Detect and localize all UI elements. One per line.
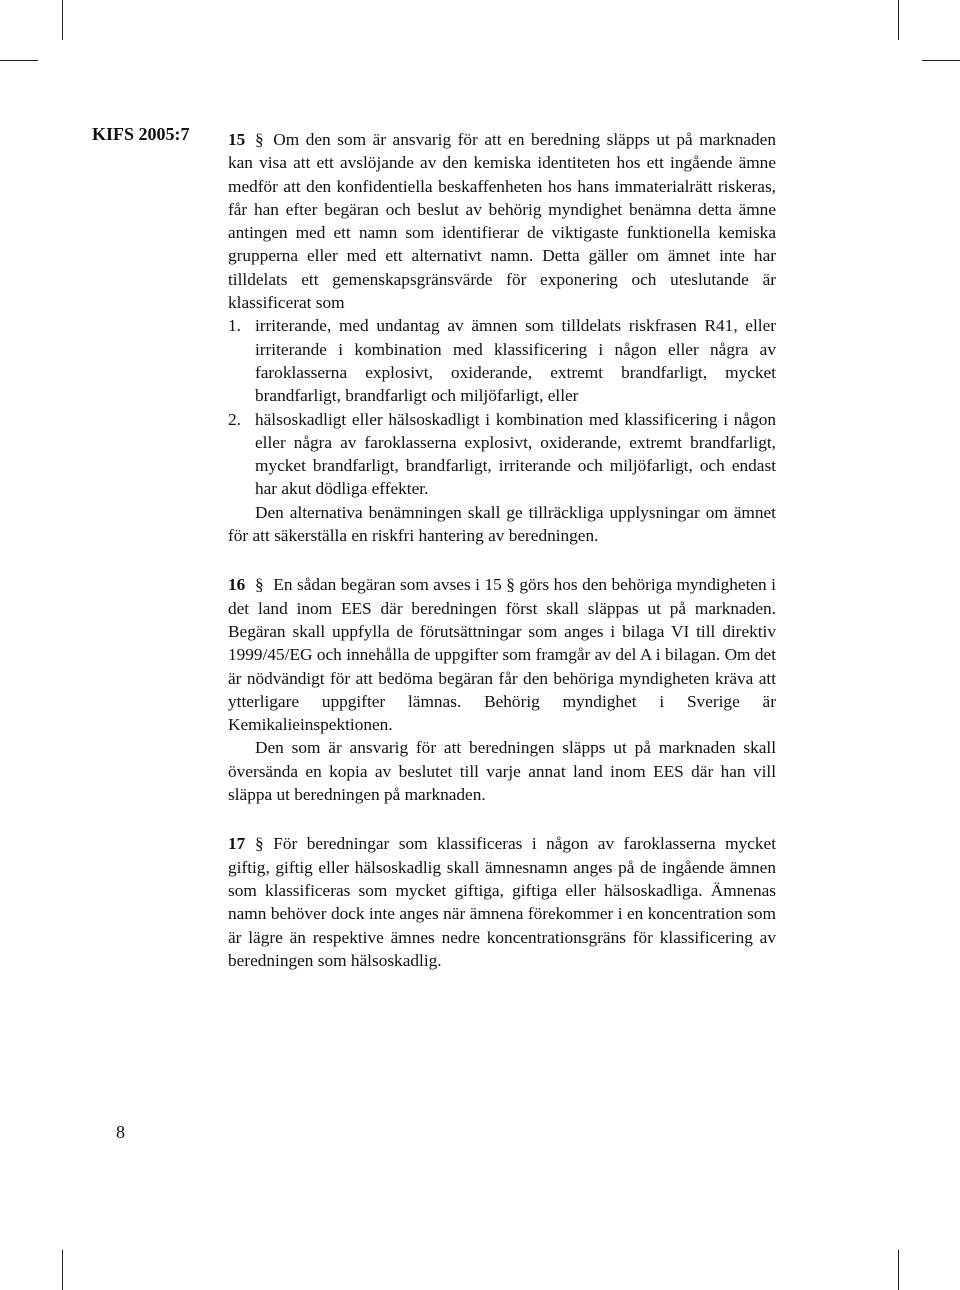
section-16-text: En sådan begäran som avses i 15 § görs hos den behöriga myndigheten i det land inom EES där beredningen först skall släppas ut på marknaden. Begäran skall uppfylla de förutsättningar som anges i bilaga VI till direktiv 1999/45/EG och innehålla de uppgifter som framgår av del A i bilagan. Om det är nödvändigt för att bedöma begäran får den behöriga myndigheten kräva att ytterligare uppgifter lämnas. Behörig myndighet i Sverige är Kemikalieinspektionen. <box>228 575 776 735</box>
list-item-number: 2. <box>228 409 241 429</box>
section-number: 16 <box>228 575 246 595</box>
section-17-paragraph-1 <box>228 832 776 972</box>
crop-mark-bottom-left <box>62 1250 63 1290</box>
section-16-paragraph-2: Den som är ansvarig för att beredningen släpps ut på marknaden skall översända en kopia av beslutet till varje annat land inom EES där han vill släppa ut beredningen på marknaden. <box>228 738 776 805</box>
document-code: KIFS 2005:7 <box>92 124 190 144</box>
section-sign: § <box>254 575 264 595</box>
list-item <box>228 408 776 501</box>
list-item-text: irriterande, med undantag av ämnen som tilldelats riskfrasen R41, eller irriterande i kombination med klassificering i någon eller några av faroklasserna explosivt, oxiderande, extremt brandfarligt, mycket brandfarligt, brandfarligt och miljöfarligt, eller <box>255 316 776 406</box>
spacer <box>228 547 776 573</box>
document-body <box>228 128 776 972</box>
section-15-closing: Den alternativa benämningen skall ge tillräckliga upplysningar om ämnet för att säkerställa en riskfri hantering av beredningen. <box>228 502 776 546</box>
crop-mark-top-left-h <box>0 60 38 61</box>
section-number: 17 <box>228 834 246 854</box>
crop-mark-top-right-h <box>922 60 960 61</box>
list-item-number: 1. <box>228 316 241 336</box>
page-number: 8 <box>116 1122 125 1142</box>
spacer <box>228 806 776 832</box>
crop-mark-top-left <box>62 0 63 40</box>
list-item-text: hälsoskadligt eller hälsoskadligt i kombination med klassificering i någon eller några av faroklasserna explosivt, oxiderande, extremt brandfarligt, mycket brandfarligt, brandfarligt, irriterande och miljöfarligt, och endast har akut dödliga effekter. <box>255 409 776 499</box>
section-sign: § <box>254 130 264 149</box>
section-15-text: Om den som är ansvarig för att en beredning släpps ut på marknaden kan visa att ett avslöjande av den kemiska identiteten hos ett ingående ämne medför att den konfidentiella beskaffenheten hos hans immaterialrätt riskeras, får han efter begäran och beslut av behörig myndighet benämna detta ämne antingen med ett namn som identifierar de viktigaste funktionella kemiska grupperna eller med ett alternativt namn. Detta gäller om ämnet inte har tilldelats ett gemenskapsgränsvärde för exponering och uteslutande är klassificerat som <box>228 130 776 313</box>
section-17-text: För beredningar som klassificeras i någon av faroklasserna mycket giftig, giftig eller hälsoskadlig skall ämnesnamn anges på de ingående ämnen som klassificeras som mycket giftiga, giftiga eller hälsoskadliga. Ämnenas namn behöver dock inte anges när ämnena förekommer i en koncentration som är lägre än respektive ämnes nedre koncentrationsgräns för klassificering av beredningen som hälsoskadlig. <box>228 834 776 970</box>
crop-mark-bottom-right <box>898 1250 899 1290</box>
section-sign: § <box>254 834 264 854</box>
section-15-intro <box>228 128 776 314</box>
crop-mark-top-right <box>898 0 899 40</box>
section-16-paragraph-1 <box>228 573 776 736</box>
section-number: 15 <box>228 130 246 149</box>
list-item <box>228 314 776 407</box>
